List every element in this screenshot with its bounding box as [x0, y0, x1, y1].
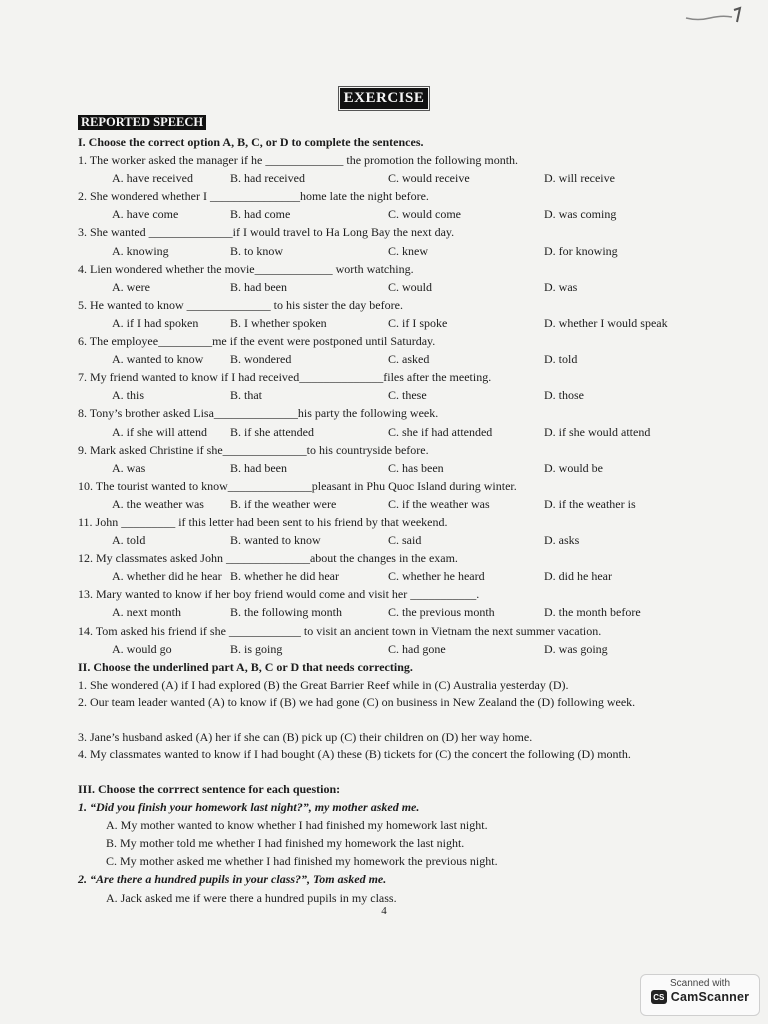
answer-option: B. is going [230, 641, 283, 656]
answer-option: C. the previous month [388, 605, 495, 620]
page-number: 4 [381, 905, 387, 917]
answer-option: A. whether did he hear [112, 569, 222, 584]
part3-option: A. Jack asked me if were there a hundred pupils in my class. [106, 890, 397, 905]
question-text: 10. The tourist wanted to know______________pleasant in Phu Quoc Island during winter. [78, 478, 517, 493]
question-text: 3. She wanted ______________if I would travel to Ha Long Bay the next day. [78, 225, 455, 240]
answer-option: B. if she attended [230, 424, 314, 439]
answer-option: A. would go [112, 641, 172, 656]
answer-option: C. asked [388, 352, 430, 367]
option-row [78, 205, 684, 223]
option-row [78, 531, 684, 549]
option-row [78, 423, 684, 441]
answer-option: C. whether he heard [388, 569, 485, 584]
answer-option: D. told [544, 352, 578, 367]
answer-option: B. had come [230, 207, 291, 222]
option-row [78, 603, 684, 621]
answer-option: C. had gone [388, 641, 446, 656]
option-row [78, 350, 684, 368]
part3-option: B. My mother told me whether I had finished my homework the last night. [106, 836, 465, 851]
answer-option: A. if I had spoken [112, 315, 199, 330]
question-text: 7. My friend wanted to know if I had received______________files after the meeting. [78, 370, 492, 385]
answer-option: D. would be [544, 460, 603, 475]
question-text: 13. Mary wanted to know if her boy friend would come and visit her ___________. [78, 587, 480, 602]
answer-option: C. she if had attended [388, 424, 493, 439]
answer-option: A. have come [112, 207, 179, 222]
answer-option: C. would come [388, 207, 461, 222]
question-text: 8. Tony’s brother asked Lisa______________his party the following week. [78, 406, 439, 421]
answer-option: D. if the weather is [544, 496, 636, 511]
answer-option: D. if she would attend [544, 424, 651, 439]
camscanner-watermark [640, 974, 760, 1016]
answer-option: D. was coming [544, 207, 617, 222]
section-tag: REPORTED SPEECH [78, 115, 206, 130]
answer-option: C. said [388, 533, 422, 548]
answer-option: D. for knowing [544, 243, 618, 258]
part3-heading: III. Choose the corrrect sentence for each question: [78, 782, 341, 796]
answer-option: B. wondered [230, 352, 292, 367]
answer-option: B. I whether spoken [230, 315, 327, 330]
page-title: EXERCISE [340, 88, 429, 109]
answer-option: B. that [230, 388, 262, 403]
part2-item: 1. She wondered (A) if I had explored (B) the Great Barrier Reef while in (C) Australia yesterday (D). [78, 677, 569, 692]
answer-option: C. knew [388, 243, 428, 258]
answer-option: D. was [544, 279, 578, 294]
answer-option: B. whether he did hear [230, 569, 339, 584]
answer-option: A. knowing [112, 243, 169, 258]
option-row [78, 459, 684, 477]
part3-option: A. My mother wanted to know whether I had finished my homework last night. [106, 818, 488, 833]
answer-option: D. did he hear [544, 569, 612, 584]
option-row [78, 567, 684, 585]
watermark-brand: CamScanner [670, 990, 750, 1004]
answer-option: B. if the weather were [230, 496, 337, 511]
answer-option: C. these [388, 388, 427, 403]
answer-option: B. to know [230, 243, 284, 258]
watermark-caption: Scanned with [669, 978, 731, 989]
option-row [78, 314, 684, 332]
answer-option: B. had been [230, 460, 287, 475]
answer-option: C. would [388, 279, 433, 294]
part1-heading: I. Choose the correct option A, B, C, or D to complete the sentences. [78, 135, 424, 149]
option-row [78, 495, 684, 513]
question-text: 4. Lien wondered whether the movie_____________ worth watching. [78, 261, 414, 276]
question-text: 6. The employee_________me if the event were postponed until Saturday. [78, 334, 436, 349]
answer-option: C. has been [388, 460, 444, 475]
answer-option: C. if the weather was [388, 496, 490, 511]
answer-option: D. the month before [544, 605, 641, 620]
question-text: 11. John _________ if this letter had been sent to his friend by that weekend. [78, 514, 448, 529]
worksheet-content [78, 133, 684, 907]
answer-option: D. asks [544, 533, 580, 548]
answer-option: B. the following month [230, 605, 342, 620]
answer-option: A. have received [112, 171, 193, 186]
part2-item: 3. Jane’s husband asked (A) her if she can (B) pick up (C) their children on (D) her way home. [78, 729, 533, 744]
part3-question: 2. “Are there a hundred pupils in your class?”, Tom asked me. [78, 872, 387, 887]
answer-option: D. whether I would speak [544, 315, 668, 330]
answer-option: A. wanted to know [112, 352, 204, 367]
answer-option: A. next month [112, 605, 181, 620]
camscanner-logo-icon: CS [651, 990, 667, 1004]
answer-option: A. were [112, 279, 150, 294]
option-row [78, 278, 684, 296]
answer-option: B. had received [230, 171, 305, 186]
answer-option: A. this [112, 388, 145, 403]
answer-option: D. was going [544, 641, 608, 656]
option-row [78, 640, 684, 658]
part2-item: 4. My classmates wanted to know if I had bought (A) these (B) tickets for (C) the concert the following (D) month. [78, 747, 631, 761]
part2-item: 2. Our team leader wanted (A) to know if (B) we had gone (C) on business in New Zealand the (D) following week. [78, 694, 636, 709]
option-row [78, 169, 684, 187]
part3-option: C. My mother asked me whether I had finished my homework the previous night. [106, 854, 498, 869]
answer-option: A. if she will attend [112, 424, 207, 439]
question-text: 9. Mark asked Christine if she______________to his countryside before. [78, 442, 429, 457]
answer-option: A. was [112, 460, 146, 475]
question-text: 1. The worker asked the manager if he _____________ the promotion the following month. [78, 153, 519, 168]
question-text: 5. He wanted to know ______________ to his sister the day before. [78, 297, 403, 312]
pen-mark-icon [684, 6, 744, 26]
part2-heading: II. Choose the underlined part A, B, C or D that needs correcting. [78, 659, 413, 674]
option-row [78, 242, 684, 260]
answer-option: C. would receive [388, 171, 470, 186]
answer-option: B. had been [230, 279, 287, 294]
answer-option: A. the weather was [112, 496, 204, 511]
question-text: 12. My classmates asked John ______________about the changes in the exam. [78, 551, 458, 566]
answer-option: D. will receive [544, 171, 615, 186]
answer-option: A. told [112, 533, 146, 548]
part3-question: 1. “Did you finish your homework last night?”, my mother asked me. [78, 800, 420, 815]
question-text: 14. Tom asked his friend if she ____________ to visit an ancient town in Vietnam the next summer vacation. [78, 623, 602, 638]
answer-option: D. those [544, 388, 584, 403]
option-row [78, 386, 684, 404]
answer-option: C. if I spoke [388, 315, 448, 330]
part1-questions [78, 151, 684, 658]
answer-option: B. wanted to know [230, 533, 321, 548]
question-text: 2. She wondered whether I _______________home late the night before. [78, 189, 429, 204]
